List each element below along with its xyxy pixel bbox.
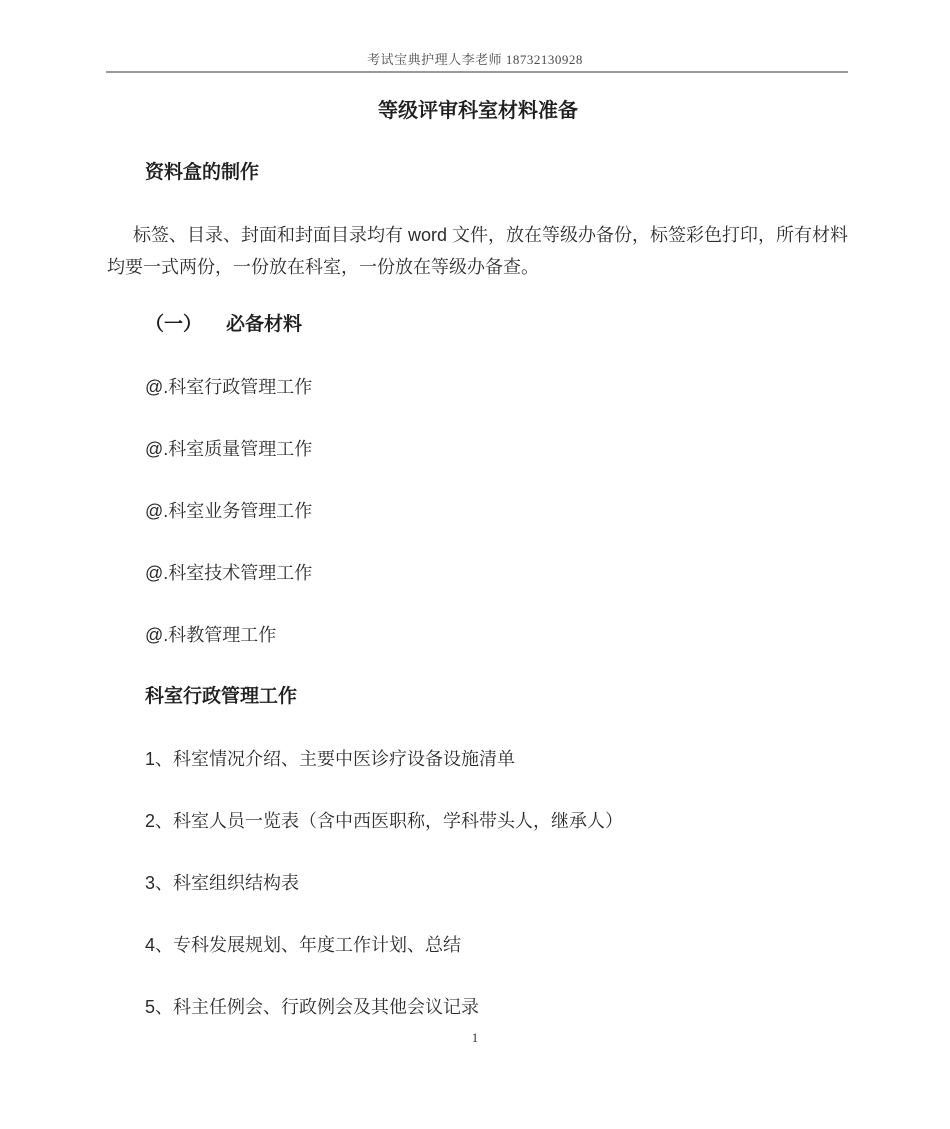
heading-admin-work: 科室行政管理工作 (145, 686, 298, 707)
heading-box-making: 资料盒的制作 (145, 162, 260, 183)
heading-required-materials (107, 309, 849, 341)
paragraph-box-making: 标签、目录、封面和封面目录均有 word 文件，放在等级办备份，标签彩色打印，所有材料均要一式两份，一份放在科室，一份放在等级办备查。 (107, 225, 849, 277)
numbered-item: 1、科室情况介绍、主要中医诊疗设备设施清单 (145, 749, 516, 769)
numbered-item: 5、科主任例会、行政例会及其他会议记录 (145, 997, 480, 1017)
page-number: 1 (471, 1030, 479, 1045)
document-content (107, 73, 849, 1053)
heading-text: 必备材料 (226, 314, 303, 335)
page-footer (0, 1029, 950, 1047)
list-item: @.科室技术管理工作 (145, 563, 313, 583)
page-header (0, 0, 950, 73)
heading-number: （一） (145, 314, 203, 335)
document-title: 等级评审科室材料准备 (378, 100, 578, 122)
numbered-item: 4、专科发展规划、年度工作计划、总结 (145, 935, 462, 955)
list-item: @.科室业务管理工作 (145, 501, 313, 521)
list-item: @.科教管理工作 (145, 625, 277, 645)
list-item: @.科室行政管理工作 (145, 377, 313, 397)
header-text: 考试宝典护理人李老师 18732130928 (367, 52, 583, 67)
numbered-item: 3、科室组织结构表 (145, 873, 300, 893)
numbered-item: 2、科室人员一览表（含中西医职称，学科带头人，继承人） (145, 811, 624, 831)
list-item: @.科室质量管理工作 (145, 439, 313, 459)
